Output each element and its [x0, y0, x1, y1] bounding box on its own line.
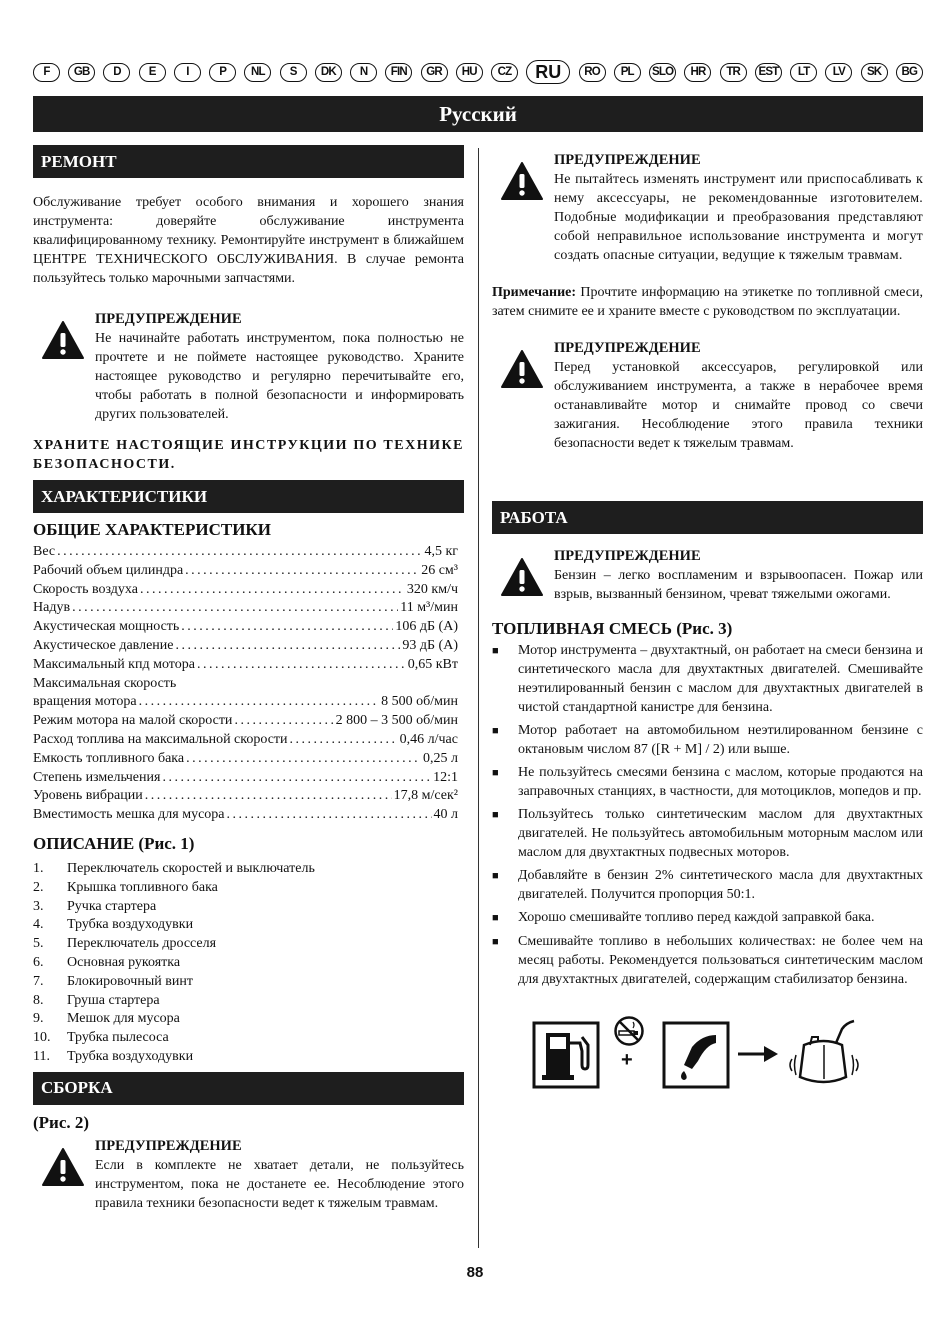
language-hu: HU — [456, 63, 483, 82]
spec-value: 12:1 — [433, 769, 458, 785]
spec-leader-dots — [139, 693, 380, 712]
item-text: Трубка воздуходувки — [67, 917, 194, 933]
spec-row — [33, 675, 464, 694]
warning-text: Если в комплекте не хватает детали, не пользуйтесь инструментом, пока не достанете ее. Несоблюдение этого правила техники безопасности ведет к тяжелым травмам. — [95, 1157, 464, 1211]
spec-label: Расход топлива на максимальной скорости — [33, 731, 288, 747]
maintenance-warning — [492, 339, 923, 453]
list-item — [492, 721, 923, 759]
note-label: Примечание: — [492, 285, 577, 300]
spec-value: 93 дБ (A) — [402, 637, 458, 653]
spec-leader-dots — [290, 731, 398, 750]
fuel-can-icon — [784, 1015, 864, 1095]
warning-triangle-icon — [33, 310, 95, 424]
language-cz: CZ — [491, 63, 518, 82]
bullet-icon: ■ — [492, 809, 499, 821]
plus-sign: + — [621, 1049, 633, 1071]
spec-row — [33, 599, 464, 618]
fuel-pump-icon — [532, 1021, 600, 1089]
spec-row — [33, 581, 464, 600]
language-bg: BG — [896, 63, 923, 82]
spec-label: Максимальная скорость — [33, 675, 177, 691]
language-pl: PL — [614, 63, 641, 82]
subheading-general-specs: ОБЩИЕ ХАРАКТЕРИСТИКИ — [33, 520, 271, 539]
list-item — [33, 973, 464, 992]
spec-value: 4,5 кг — [424, 544, 458, 559]
list-item — [33, 992, 464, 1011]
item-text: Трубка воздуходувки — [67, 1048, 194, 1064]
page-number: 88 — [466, 1264, 484, 1281]
item-number: 10. — [33, 1030, 51, 1046]
list-item — [33, 916, 464, 935]
list-item — [33, 879, 464, 898]
language-fin: FIN — [385, 63, 412, 82]
spec-value: 0,25 л — [423, 750, 458, 766]
spec-leader-dots — [140, 581, 405, 600]
spec-label: Надув — [33, 600, 71, 616]
assembly-warning — [33, 1137, 464, 1213]
repair-text: Обслуживание требует особого внимания и хорошего знания инструмента: доверяйте обслуживание инструмента квалифицированному технику. Ремонтируйте инструмент в ближайшем ЦЕНТРЕ ТЕХНИЧЕСКОГО ОБСЛУЖИВАНИЯ. В случае ремонта пользуйтесь только марочными запчастями. — [33, 195, 464, 286]
section-heading-specs: ХАРАКТЕРИСТИКИ — [33, 480, 464, 513]
language-e: E — [139, 63, 166, 82]
item-text: Смешивайте топливо в небольших количествах: не более чем на месяц работы. Рекомендуется пользоваться синтетическим маслом для двухтактных двигателей, содержащим стабилизатор бензина. — [518, 934, 923, 987]
item-text: Ручка стартера — [67, 898, 157, 914]
language-sk: SK — [861, 63, 888, 82]
language-selector — [33, 60, 923, 84]
item-number: 5. — [33, 936, 44, 952]
left-column — [33, 142, 464, 1213]
language-i: I — [174, 63, 201, 82]
item-number: 1. — [33, 860, 44, 876]
language-est: EST — [755, 63, 782, 82]
spec-label: Емкость топливного бака — [33, 750, 185, 766]
language-gb: GB — [68, 63, 95, 82]
warning-text: Перед установкой аксессуаров, регулировкой или обслуживанием инструмента, а также в нерабочее время останавливайте мотор и снимайте провод со свечи зажигания. Несоблюдение этого правила техники безопасности ведет к тяжелым травмам. — [554, 360, 923, 451]
warning-text: Не пытайтесь изменять инструмент или приспосабливать к нему аксессуары, не рекомендованные изготовителем. Подобные модификации и преобразования представляют собой неправильное использование инструмента и могут создать опасные ситуации, ведущие к тяжелым травмам. — [554, 172, 923, 263]
list-item — [33, 935, 464, 954]
item-text: Блокировочный винт — [67, 973, 193, 989]
item-number: 3. — [33, 898, 44, 914]
list-item — [492, 641, 923, 717]
language-lt: LT — [790, 63, 817, 82]
language-f: F — [33, 63, 60, 82]
spec-row — [33, 543, 464, 562]
item-number: 7. — [33, 973, 44, 989]
page-title: Русский — [33, 96, 923, 132]
bullet-icon: ■ — [492, 767, 499, 779]
item-number: 11. — [33, 1048, 50, 1064]
column-divider — [478, 148, 479, 1248]
spec-label: Уровень вибрации — [33, 788, 143, 804]
spec-value: 8 500 об/мин — [381, 694, 458, 710]
item-text: Пользуйтесь только синтетическим маслом для двухтактных двигателей. Не пользуйтесь автомобильным моторным маслом или маслом для двухтактных подвесных моторов. — [518, 807, 923, 860]
spec-label: Рабочий объем цилиндра — [33, 562, 184, 578]
language-p: P — [209, 63, 236, 82]
keep-instructions-note: ХРАНИТЕ НАСТОЯЩИЕ ИНСТРУКЦИИ ПО ТЕХНИКЕ БЕЗОПАСНОСТИ. — [33, 438, 464, 472]
item-text: Не пользуйтесь смесями бензина с маслом, которые продаются на заправочных станциях, в частности, для мотоциклов, мопедов и пр. — [518, 765, 923, 799]
spec-value: 40 л — [433, 807, 458, 823]
repair-warning — [33, 310, 464, 424]
spec-leader-dots — [234, 712, 333, 731]
warning-title: ПРЕДУПРЕЖДЕНИЕ — [554, 548, 701, 564]
item-number: 4. — [33, 917, 44, 933]
section-heading-repair: РЕМОНТ — [33, 145, 464, 178]
spec-label: Акустическая мощность — [33, 619, 180, 635]
spec-row — [33, 806, 464, 825]
spec-leader-dots — [186, 750, 421, 769]
item-text: Мотор работает на автомобильном неэтилированном бензине с октановым числом 87 ([R + M] / 2) или выше. — [518, 723, 923, 757]
list-item — [33, 1048, 464, 1067]
bullet-icon: ■ — [492, 870, 499, 882]
note-text: Прочтите информацию на этикетке по топливной смеси, затем снимите ее и храните вместе с руководством по эксплуатации. — [492, 285, 923, 319]
spec-label: Акустическое давление — [33, 637, 174, 653]
spec-value: 11 м³/мин — [400, 600, 458, 616]
language-d: D — [103, 63, 130, 82]
assembly-fig-ref: (Рис. 2) — [33, 1112, 90, 1132]
item-text: Добавляйте в бензин 2% синтетического масла для двухтактных двигателей. Получится пропорция 50:1. — [518, 868, 923, 902]
fuel-mix-list — [492, 641, 923, 989]
language-tr: TR — [720, 63, 747, 82]
language-nl: NL — [244, 63, 271, 82]
spec-leader-dots — [176, 637, 401, 656]
language-gr: GR — [421, 63, 448, 82]
spec-label: Максимальный кпд мотора — [33, 656, 195, 672]
language-slo: SLO — [649, 63, 676, 82]
item-text: Основная рукоятка — [67, 954, 181, 970]
language-n: N — [350, 63, 377, 82]
list-item — [492, 908, 923, 928]
warning-triangle-icon — [33, 1137, 95, 1213]
warning-title: ПРЕДУПРЕЖДЕНИЕ — [554, 152, 701, 168]
spec-value: 17,8 м/сек² — [393, 788, 458, 804]
spec-list — [33, 543, 464, 825]
item-text: Трубка пылесоса — [67, 1030, 169, 1046]
oil-funnel-icon — [662, 1021, 730, 1089]
spec-value: 106 дБ (A) — [395, 619, 458, 635]
list-item — [492, 932, 923, 989]
bullet-icon: ■ — [492, 645, 499, 657]
list-item — [33, 954, 464, 973]
language-s: S — [280, 63, 307, 82]
spec-label: Вместимость мешка для мусора — [33, 807, 225, 823]
warning-text: Бензин – легко воспламеним и взрывоопасен. Пожар или взрыв, вызванный бензином, чреват тяжелыми ожогами. — [554, 568, 923, 602]
item-text: Груша стартера — [67, 992, 160, 1008]
language-lv: LV — [825, 63, 852, 82]
spec-row — [33, 562, 464, 581]
right-column — [492, 142, 923, 1097]
fuel-label-note — [492, 283, 923, 321]
spec-row — [33, 769, 464, 788]
language-ru: RU — [526, 60, 570, 84]
gasoline-warning — [492, 547, 923, 604]
bullet-icon: ■ — [492, 912, 499, 924]
item-text: Переключатель дросселя — [67, 936, 217, 952]
spec-leader-dots — [57, 543, 422, 562]
modification-warning — [492, 151, 923, 265]
item-text: Переключатель скоростей и выключатель — [67, 860, 315, 876]
warning-text: Не начинайте работать инструментом, пока полностью не прочтете и не поймете настоящее руководство. Храните настоящее руководство и регулярно перечитывайте его, чтобы работать в полной безопасности и информировать других пользователей. — [95, 331, 464, 422]
spec-value: 0,65 кВт — [407, 656, 458, 672]
item-text: Крышка топливного бака — [67, 879, 218, 895]
list-item — [33, 898, 464, 917]
list-item — [33, 1029, 464, 1048]
list-item — [492, 805, 923, 862]
language-hr: HR — [684, 63, 711, 82]
subheading-fuel-mix: ТОПЛИВНАЯ СМЕСЬ (Рис. 3) — [492, 619, 733, 638]
spec-row — [33, 712, 464, 731]
warning-triangle-icon — [492, 339, 554, 453]
description-list — [33, 860, 464, 1067]
spec-value: 2 800 – 3 500 об/мин — [335, 713, 458, 729]
warning-triangle-icon — [492, 151, 554, 265]
spec-value: 320 км/ч — [406, 581, 458, 597]
item-text: Мотор инструмента – двухтактный, он работает на смеси бензина и синтетического масла для двухтактных двигателей. Смешивайте неэтилированный бензин с маслом для двухтактных двигателей в чистой стандартной канистре для бензина. — [518, 643, 923, 715]
spec-value: 26 см³ — [421, 562, 458, 578]
no-smoking-icon — [613, 1015, 645, 1047]
item-text: Мешок для мусора — [67, 1011, 180, 1027]
spec-row — [33, 787, 464, 806]
spec-label: Режим мотора на малой скорости — [33, 713, 233, 729]
section-heading-assembly: СБОРКА — [33, 1072, 464, 1105]
list-item — [33, 1010, 464, 1029]
spec-leader-dots — [145, 787, 392, 806]
spec-value: 0,46 л/час — [399, 731, 458, 747]
spec-label: вращения мотора — [33, 694, 137, 710]
warning-triangle-icon — [492, 547, 554, 604]
spec-leader-dots — [181, 618, 393, 637]
list-item — [492, 763, 923, 801]
warning-title: ПРЕДУПРЕЖДЕНИЕ — [95, 311, 242, 327]
spec-leader-dots — [185, 562, 419, 581]
item-number: 8. — [33, 992, 44, 1008]
list-item — [33, 860, 464, 879]
warning-title: ПРЕДУПРЕЖДЕНИЕ — [95, 1137, 242, 1154]
item-number: 2. — [33, 879, 44, 895]
spec-row — [33, 693, 464, 712]
spec-row — [33, 656, 464, 675]
spec-row — [33, 750, 464, 769]
spec-row — [33, 618, 464, 637]
spec-label: Степень измельчения — [33, 769, 161, 785]
item-number: 6. — [33, 954, 44, 970]
subheading-description: ОПИСАНИЕ (Рис. 1) — [33, 833, 195, 853]
spec-row — [33, 731, 464, 750]
spec-leader-dots — [162, 769, 431, 788]
section-heading-operation: РАБОТА — [492, 501, 923, 534]
language-ro: RO — [579, 63, 606, 82]
list-item — [492, 866, 923, 904]
fuel-mix-figure — [532, 1015, 872, 1097]
warning-title: ПРЕДУПРЕЖДЕНИЕ — [554, 340, 701, 356]
spec-leader-dots — [72, 599, 398, 618]
item-text: Хорошо смешивайте топливо перед каждой заправкой бака. — [518, 910, 875, 925]
spec-row — [33, 637, 464, 656]
spec-label: Вес — [33, 544, 56, 559]
bullet-icon: ■ — [492, 936, 499, 948]
bullet-icon: ■ — [492, 725, 499, 737]
item-number: 9. — [33, 1011, 44, 1027]
language-dk: DK — [315, 63, 342, 82]
arrow-right-icon — [736, 1043, 780, 1065]
spec-leader-dots — [197, 656, 406, 675]
spec-label: Скорость воздуха — [33, 581, 138, 597]
spec-leader-dots — [227, 806, 432, 825]
